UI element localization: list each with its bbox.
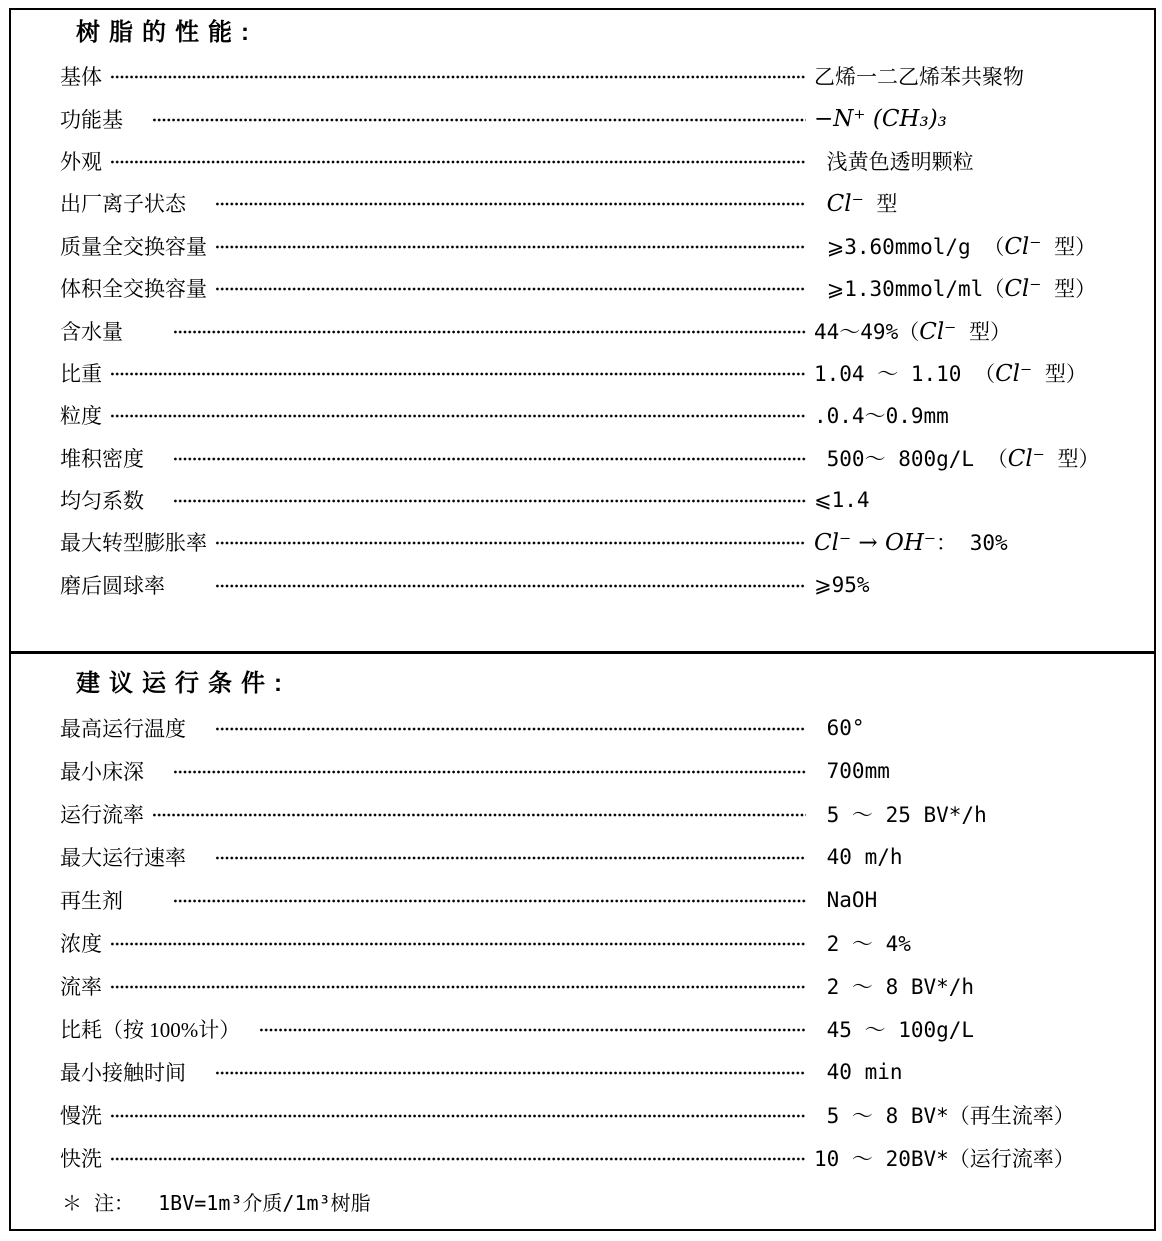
dot-leader: [110, 1105, 806, 1127]
dot-leader: [173, 448, 806, 470]
dot-leader: [110, 66, 806, 88]
property-row: [60, 1050, 1136, 1093]
property-row: [60, 267, 1136, 309]
value-text: NaOH: [814, 887, 878, 912]
value-text: ⩾1.30mmol/ml（: [814, 277, 1005, 302]
value-text: 1.04 ～ 1.10 （: [814, 361, 996, 386]
math-text: −N⁺ (CH₃)₃: [814, 105, 947, 132]
value-text: 型）: [1032, 361, 1087, 386]
dot-leader: [215, 718, 806, 740]
property-label: 最大运行速率: [60, 845, 207, 870]
section-title-operating-conditions: 建议运行条件:: [76, 670, 291, 697]
property-value: [814, 488, 1136, 512]
property-value: [814, 316, 1136, 346]
property-row: [60, 437, 1136, 479]
value-text: 型: [863, 192, 898, 217]
property-row: [60, 182, 1136, 224]
property-value: [814, 1014, 1136, 1044]
dot-leader: [215, 575, 806, 597]
property-label: 体积全交换容量: [60, 277, 207, 302]
property-value: [814, 443, 1136, 473]
dot-leader: [259, 1019, 806, 1041]
dot-leader: [110, 363, 806, 385]
property-value: [814, 61, 1136, 91]
spec-sheet-box: [9, 8, 1156, 1231]
dot-leader: [215, 193, 806, 215]
dot-leader: [215, 532, 806, 554]
property-value: [814, 888, 1136, 912]
math-text: Cl⁻: [1004, 276, 1042, 303]
property-row: [60, 97, 1136, 139]
property-label: 功能基: [60, 107, 144, 132]
dot-leader: [110, 1148, 806, 1170]
dot-leader: [215, 278, 806, 300]
property-label: 粒度: [60, 404, 102, 429]
property-label: 基体: [60, 65, 102, 90]
property-label: 比重: [60, 361, 102, 386]
property-value: [814, 231, 1136, 261]
property-value: [814, 1100, 1136, 1130]
value-text: 型）: [1044, 446, 1100, 471]
value-text: ： 30%: [936, 531, 1008, 556]
dot-leader: [215, 847, 806, 869]
value-text: 40 m/h: [814, 844, 903, 869]
property-label: 比耗（按 100%计）: [60, 1017, 251, 1042]
property-row: [60, 964, 1136, 1007]
property-row: [60, 225, 1136, 267]
value-text: 44～49%（: [814, 319, 920, 344]
value-text: 45 ～ 100g/L: [814, 1017, 975, 1042]
dot-leader: [152, 109, 806, 131]
value-text: 浅黄色透明颗粒: [814, 149, 974, 174]
property-value: [814, 106, 1136, 132]
value-text: 40 min: [814, 1059, 903, 1084]
section-title-resin-properties: 树脂的性能:: [76, 19, 258, 46]
property-value: [814, 971, 1136, 1001]
value-text: 2 ～ 4%: [814, 931, 911, 956]
property-label: 外观: [60, 149, 102, 174]
property-value: [814, 573, 1136, 597]
property-label: 磨后圆球率: [60, 573, 207, 598]
property-value: [814, 845, 1136, 869]
property-label: 运行流率: [60, 802, 144, 827]
property-row: [60, 1136, 1136, 1179]
value-text: 乙烯一二乙烯苯共聚物: [814, 65, 1024, 90]
value-text: ⩽1.4: [814, 488, 870, 513]
dot-leader: [173, 490, 806, 512]
property-value: [814, 928, 1136, 958]
math-text: Cl⁻: [919, 318, 957, 345]
property-row: [60, 394, 1136, 436]
value-text: .0.4～0.9mm: [814, 404, 949, 429]
property-value: [814, 527, 1136, 557]
value-text: 5 ～ 25 BV*/h: [814, 802, 987, 827]
property-row: [60, 564, 1136, 606]
property-label: 均匀系数: [60, 489, 165, 514]
property-label: 快洗: [60, 1146, 102, 1171]
property-label: 最小床深: [60, 759, 165, 784]
footnote: ＊ 注： 1BV=1m³介质/1m³树脂: [62, 1191, 371, 1215]
property-label: 出厂离子状态: [60, 192, 207, 217]
property-label: 含水量: [60, 319, 165, 344]
property-value: [814, 716, 1136, 740]
dot-leader: [173, 890, 806, 912]
dot-leader: [152, 804, 806, 826]
property-value: [814, 1060, 1136, 1084]
dot-leader: [215, 236, 806, 258]
value-text: 型）: [956, 319, 1011, 344]
value-text: ⩾3.60mmol/g （: [814, 234, 1005, 259]
math-text: Cl⁻: [826, 191, 864, 218]
dot-leader: [110, 933, 806, 955]
property-value: [814, 799, 1136, 829]
math-text: Cl⁻ → OH⁻: [814, 530, 937, 557]
section-operating-conditions: [11, 654, 1154, 1216]
property-label: 最高运行温度: [60, 716, 207, 741]
property-row: [60, 835, 1136, 878]
section-resin-properties: [11, 10, 1154, 606]
property-row: [60, 749, 1136, 792]
property-row: [60, 521, 1136, 563]
property-row: [60, 309, 1136, 351]
property-row: [60, 352, 1136, 394]
property-label: 最小接触时间: [60, 1060, 207, 1085]
property-row: [60, 792, 1136, 835]
math-text: Cl⁻: [995, 360, 1033, 387]
value-text: 500～ 800g/L （: [814, 446, 1008, 471]
value-text: ⩾95%: [814, 572, 870, 597]
property-label: 堆积密度: [60, 446, 165, 471]
value-text: 10 ～ 20BV*（运行流率）: [814, 1146, 1075, 1171]
value-text: 型）: [1041, 277, 1097, 302]
value-text: 5 ～ 8 BV*（再生流率）: [814, 1103, 1075, 1128]
property-row: [60, 55, 1136, 97]
property-label: 最大转型膨胀率: [60, 531, 207, 556]
value-text: 2 ～ 8 BV*/h: [814, 974, 975, 999]
property-row: [60, 878, 1136, 921]
dot-leader: [110, 151, 806, 173]
value-text: 60°: [814, 715, 865, 740]
math-text: Cl⁻: [1007, 445, 1045, 472]
property-value: [814, 400, 1136, 430]
dot-leader: [110, 405, 806, 427]
dot-leader: [110, 976, 806, 998]
property-row: [60, 479, 1136, 521]
value-text: 700mm: [814, 758, 890, 783]
property-label: 再生剂: [60, 888, 165, 913]
property-row: [60, 1093, 1136, 1136]
property-row: [60, 921, 1136, 964]
property-value: [814, 146, 1136, 176]
property-value: [814, 1143, 1136, 1173]
property-value: [814, 358, 1136, 388]
value-text: [814, 192, 827, 216]
dot-leader: [173, 761, 806, 783]
property-label: 质量全交换容量: [60, 234, 207, 259]
property-label: 流率: [60, 974, 102, 999]
operating-conditions-rows: [60, 706, 1136, 1179]
dot-leader: [215, 1062, 806, 1084]
property-value: [814, 188, 1136, 218]
property-row: [60, 140, 1136, 182]
property-label: 慢洗: [60, 1103, 102, 1128]
dot-leader: [173, 321, 806, 343]
value-text: 型）: [1041, 234, 1097, 259]
resin-properties-rows: [60, 55, 1136, 606]
math-text: Cl⁻: [1004, 233, 1042, 260]
property-value: [814, 759, 1136, 783]
property-value: [814, 273, 1136, 303]
property-row: [60, 706, 1136, 749]
property-label: 浓度: [60, 931, 102, 956]
property-row: [60, 1007, 1136, 1050]
